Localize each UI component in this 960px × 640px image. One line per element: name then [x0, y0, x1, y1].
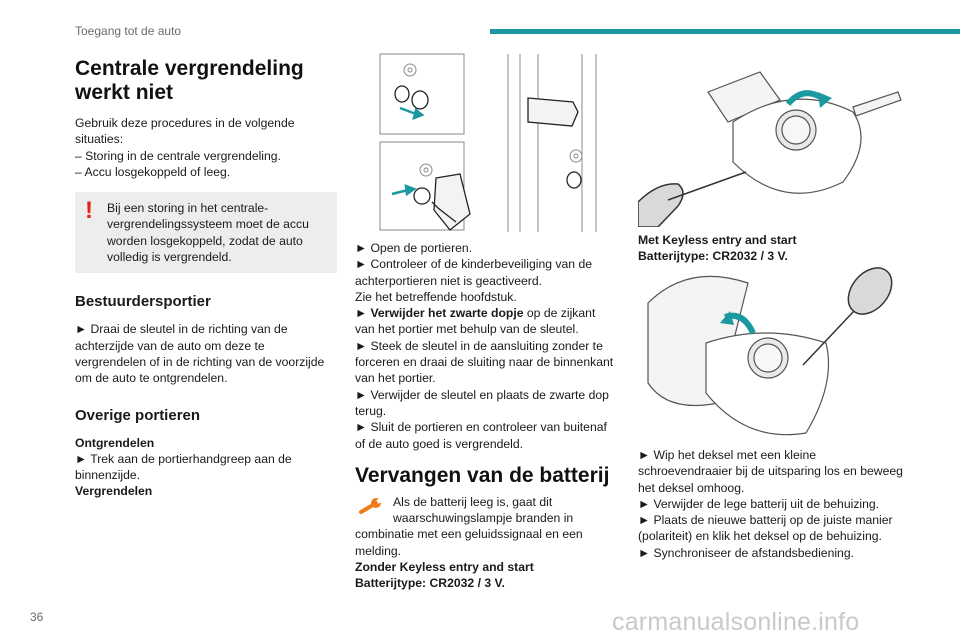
unlock-label: Ontgrendelen: [75, 435, 155, 450]
no-keyless-label: Zonder Keyless entry and start: [355, 560, 534, 575]
step-rest: op de zijkant van het portier met behulp van de sleutel.: [355, 306, 596, 337]
step-text: ► Plaats de nieuwe batterij op de juiste manier (polariteit) en klik het deksel op de behuizing.: [638, 513, 893, 544]
bullet-item: – Accu losgekoppeld of leeg.: [75, 164, 231, 179]
step-text: ► Sluit de portieren en controleer van buitenaf of de auto goed is vergrendeld.: [355, 420, 607, 451]
keyless-label: Met Keyless entry and start: [638, 233, 797, 247]
step-text: ► Verwijder de lege batterij uit de behuizing.: [638, 496, 880, 511]
battery-text-content: Als de batterij leeg is, gaat dit waarschuwingslampje branden in combinatie met een geluidssignaal en een melding.: [355, 494, 583, 558]
section-title: Centrale vergrendeling werkt niet: [75, 57, 304, 104]
no-keyless-battery-type: Batterijtype: CR2032 / 3 V.: [355, 576, 505, 591]
keyless-battery-type: Batterijtype: CR2032 / 3 V.: [638, 249, 788, 264]
column-3-bottom: [638, 447, 906, 561]
page-number: 36: [30, 610, 44, 624]
battery-heading: Vervangen van de batterij: [355, 463, 610, 487]
step-text: ► Controleer of de kinderbeveiliging van de achterportieren niet is geactiveerd.: [355, 257, 592, 288]
step-text: ► Synchroniseer de afstandsbediening.: [638, 545, 855, 560]
key-battery-illustration-2: [638, 263, 906, 443]
unlock-text: ► Trek aan de portierhandgreep aan de binnenzijde.: [75, 451, 292, 483]
watermark: carmanualsonline.info: [612, 608, 860, 636]
header-accent-rule: [490, 29, 960, 34]
running-header: Toegang tot de auto: [75, 24, 182, 38]
lock-label: Vergrendelen: [75, 484, 153, 499]
step-text: ► Steek de sleutel in de aansluiting zonder te forceren en draai de sluiting naar de binnenkant van het portier.: [355, 338, 614, 386]
warning-box: [75, 192, 337, 273]
step-bold: ► Verwijder het zwarte dopje: [355, 306, 524, 321]
exclamation-icon: !: [85, 197, 93, 225]
intro-text: Gebruik deze procedures in de volgende situaties:: [75, 116, 295, 147]
key-battery-illustration-1: [638, 52, 906, 227]
step-text: ► Open de portieren.: [355, 241, 473, 255]
battery-text: [355, 494, 617, 559]
column-2: [355, 240, 617, 592]
wrench-warning-icon: [355, 494, 387, 520]
step-text: Zie het betreffende hoofdstuk.: [355, 289, 517, 304]
column-1: [75, 57, 337, 500]
driver-door-heading: Bestuurdersportier: [75, 293, 211, 311]
step-text: ► Wip het deksel met een kleine schroevendraaier bij de uitsparing los en beweeg het deksel omhoog.: [638, 448, 903, 495]
door-lock-illustration: [378, 52, 608, 234]
step-text: ► Verwijder de sleutel en plaats de zwarte dop terug.: [355, 387, 609, 418]
warning-text: Bij een storing in het centrale-vergrendelingssysteem moet de accu worden losgekoppeld, zodat de auto volledig is vergrendeld.: [107, 201, 309, 265]
column-3-top: [638, 232, 906, 265]
bullet-item: – Storing in de centrale vergrendeling.: [75, 148, 281, 163]
other-doors-heading: Overige portieren: [75, 406, 201, 424]
driver-door-text: ► Draai de sleutel in de richting van de achterzijde van de auto om deze te vergrendelen of in de richting van de voorzijde om de auto te ontgrendelen.: [75, 322, 325, 386]
step-text: [355, 305, 617, 338]
